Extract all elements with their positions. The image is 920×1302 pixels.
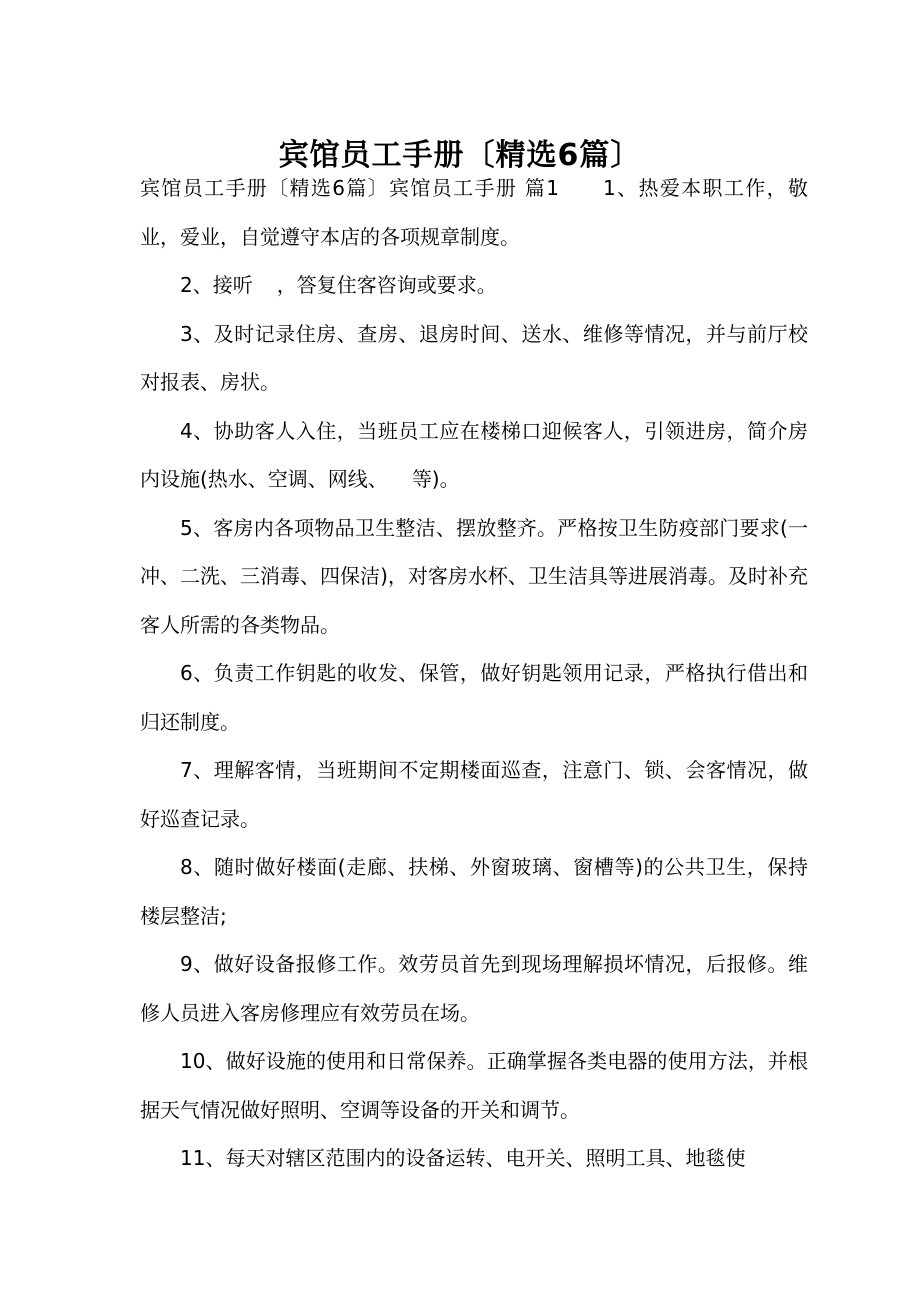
intro-first-item: 1、热爱本职工作，敬业，爱业，自觉遵守本店的各项规章制度。: [140, 176, 808, 249]
list-item: [140, 261, 808, 310]
list-item: 8、随时做好楼面(走廊、扶梯、外窗玻璃、窗槽等)的公共卫生，保持楼层整洁;: [140, 855, 808, 928]
list-item: 5、客房内各项物品卫生整洁、摆放整齐。严格按卫生防疫部门要求(一冲、二洗、三消毒、四保洁)，对客房水杯、卫生洁具等进展消毒。及时补充客人所需的各类物品。: [140, 515, 808, 637]
list-item: [140, 407, 808, 504]
item-text-part: 等)。: [411, 467, 460, 491]
list-item: 3、及时记录住房、查房、退房时间、送水、维修等情况，并与前厅校对报表、房状。: [140, 321, 808, 394]
list-item: 10、做好设施的使用和日常保养。正确掌握各类电器的使用方法，并根据天气情况做好照明、空调等设备的开关和调节。: [140, 1049, 808, 1122]
document-body: [140, 164, 808, 1183]
item-text-part: 2、接听: [180, 273, 253, 297]
document-title: 宾馆员工手册〔精选6篇〕: [278, 138, 642, 174]
item-text-part: 4、协助客人入住，当班员工应在楼梯口迎候客人，引领进房，简介房内设施(热水、空调、网线、: [140, 418, 808, 491]
intro-prefix: 宾馆员工手册〔精选6篇〕宾馆员工手册 篇1: [140, 176, 560, 200]
intro-paragraph: [140, 164, 808, 261]
item-text-part: ，答复住客咨询或要求。: [276, 273, 497, 297]
list-item: 6、负责工作钥匙的收发、保管，做好钥匙领用记录，严格执行借出和归还制度。: [140, 661, 808, 734]
list-item: 9、做好设备报修工作。效劳员首先到现场理解损坏情况，后报修。维修人员进入客房修理应有效劳员在场。: [140, 952, 808, 1025]
list-item: 7、理解客情，当班期间不定期楼面巡查，注意门、锁、会客情况，做好巡查记录。: [140, 758, 808, 831]
list-item: 11、每天对辖区范围内的设备运转、电开关、照明工具、地毯使: [180, 1146, 746, 1170]
